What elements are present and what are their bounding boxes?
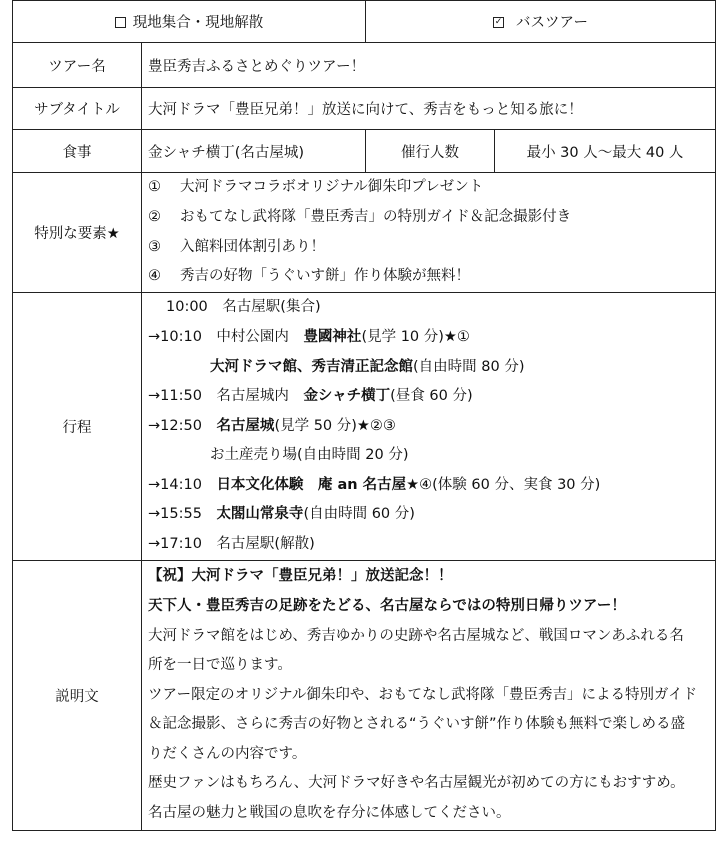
option-onsite[interactable]: [13, 1, 366, 43]
option-row: [13, 1, 716, 43]
tour-name-value: 豊臣秀吉ふるさとめぐりツアー！: [142, 43, 716, 88]
feature-item: ④ 秀吉の好物「うぐいす餅」作り体験が無料！: [148, 268, 470, 285]
capacity-label: 催行人数: [366, 130, 495, 173]
option-bus[interactable]: [366, 1, 716, 43]
itinerary-row: [13, 293, 716, 561]
subtitle-label: サブタイトル: [13, 88, 142, 130]
itinerary-line: お土産売り場(自由時間 20 分): [210, 447, 409, 464]
itinerary-line: →12:50 名古屋城(見学 50 分)★②③: [148, 417, 396, 434]
meal-label: 食事: [13, 130, 142, 173]
description-line: 大河ドラマ館をはじめ、秀吉ゆかりの史跡や名古屋城など、戦国ロマンあふれる名: [148, 627, 684, 644]
features-label: 特別な要素★: [13, 173, 142, 293]
subtitle-row: [13, 88, 716, 130]
subtitle-value: 大河ドラマ「豊臣兄弟！」放送に向けて、秀吉をもっと知る旅に！: [142, 88, 716, 130]
option-onsite-label: 現地集合・現地解散: [132, 15, 264, 31]
description-label: 説明文: [13, 561, 142, 831]
description-line: ＆記念撮影、さらに秀吉の好物とされる“うぐいす餅”作り体験も無料で楽しめる盛: [148, 716, 686, 733]
description-line: 名古屋の魅力と戦国の息吹を存分に体感してください。: [148, 805, 511, 822]
capacity-value: 最小 30 人～最大 40 人: [495, 130, 716, 173]
tour-table: [12, 0, 716, 831]
itinerary-label: 行程: [13, 293, 142, 561]
feature-item: ② おもてなし武将隊「豊臣秀吉」の特別ガイド＆記念撮影付き: [148, 208, 572, 225]
itinerary-line: →14:10 日本文化体験 庵 an 名古屋★④(体験 60 分、実食 30 分): [148, 476, 601, 493]
option-bus-label: バスツアー: [515, 15, 589, 31]
description-line: 所を一日で巡ります。: [148, 657, 292, 674]
description-line: 天下人・豊臣秀吉の足跡をたどる、名古屋ならではの特別日帰りツアー！: [148, 597, 626, 614]
description-line: 【祝】大河ドラマ「豊臣兄弟！」放送記念！！: [148, 568, 453, 585]
itinerary-line: →11:50 名古屋城内 金シャチ横丁(昼食 60 分): [148, 388, 473, 405]
tour-name-label: ツアー名: [13, 43, 142, 88]
itinerary-list: [142, 293, 716, 561]
description-line: 歴史ファンはもちろん、大河ドラマ好きや名古屋観光が初めての方にもおすすめ。: [148, 775, 685, 792]
tour-name-row: [13, 43, 716, 88]
meal-value: 金シャチ横丁(名古屋城): [142, 130, 366, 173]
features-row: [13, 173, 716, 293]
description-line: りだくさんの内容です。: [148, 745, 307, 762]
itinerary-line: 大河ドラマ館、秀吉清正記念館(自由時間 80 分): [210, 358, 525, 375]
feature-item: ③ 入館料団体割引あり！: [148, 238, 325, 255]
meal-row: [13, 130, 716, 173]
tour-sheet: [12, 0, 715, 831]
itinerary-line: 10:00 名古屋駅(集合): [166, 299, 321, 316]
description-text: [142, 561, 716, 831]
description-row: [13, 561, 716, 831]
description-line: ツアー限定のオリジナル御朱印や、おもてなし武将隊「豊臣秀吉」による特別ガイド: [148, 686, 698, 703]
itinerary-line: →17:10 名古屋駅(解散): [148, 536, 315, 553]
features-list: [142, 173, 716, 293]
feature-item: ① 大河ドラマコラボオリジナル御朱印プレゼント: [148, 179, 484, 196]
itinerary-line: →15:55 太閤山常泉寺(自由時間 60 分): [148, 506, 415, 523]
itinerary-line: →10:10 中村公園内 豊國神社(見学 10 分)★①: [148, 328, 470, 345]
checked-box-icon[interactable]: ✓: [494, 16, 503, 27]
unchecked-box-icon[interactable]: [115, 17, 126, 28]
